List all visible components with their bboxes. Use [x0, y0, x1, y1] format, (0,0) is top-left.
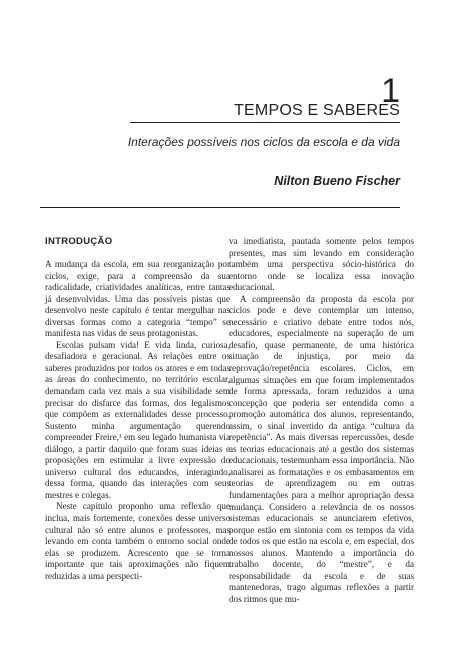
chapter-number: 1	[381, 72, 400, 110]
section-heading: INTRODUÇÃO	[45, 236, 113, 247]
header-rule	[40, 207, 400, 208]
paragraph: A mudança da escola, em sua reorganização por ciclos, exige, para a compreensão da sua radicalidade, criatividades analíticas, entre tantas já desenvolvidas. Uma das possíveis pistas que desenvolvo neste capítulo é tentar mergulhar nas diversas formas como a categoria “tempo” se manifesta nas vidas de seus protagonistas.	[45, 259, 230, 339]
title-rule	[130, 122, 400, 123]
left-column	[45, 236, 230, 582]
paragraph: va imediatista, pautada somente pelos tempos presentes, mas sim levando em consideração também uma perspectiva sócio-histórica do entorno onde se localiza essa inovação educacional.	[229, 236, 414, 293]
paragraph: Escolas pulsam vida! E vida linda, curiosa, desafiadora e geracional. As relações entre os saberes produzidos por todos os atores e em todas as áreas do conhecimento, no território escolar, demandam cada vez mais a sua visibilidade sem precisar do disfarce das formas, dos legalismos que compõem as externalidades desse processo. Sustento minha argumentação querendo compreender Freire,¹ em seu legado humanista via diálogo, a partir daquilo que foram suas ideias e proposições em estimular a livre expressão do universo cultural dos educandos, interagindo, dessa forma, quando das interações com seus mestres e colegas.	[45, 339, 230, 500]
chapter-title: TEMPOS E SABERES	[234, 102, 400, 119]
paragraph: Neste capítulo proponho uma reflexão que inclua, mais fortemente, conexões desse universo cultural não só entre alunos e professores, mas levando em conta também o entorno social onde elas se produzem. Acrescento que se torna importante que tais aproximações não fiquem reduzidas a uma perspecti-	[45, 501, 230, 581]
right-column	[229, 236, 414, 606]
author-name: Nilton Bueno Fischer	[274, 174, 400, 188]
chapter-subtitle: Interações possíveis nos ciclos da escola e da vida	[127, 135, 400, 149]
paragraph: A compreensão da proposta da escola por ciclos pode e deve contemplar um intenso, necessário e criativo debate entre todos nós, educadores, especialmente na superação de um desafio, quase permanente, de uma histórica situação de injustiça, por meio da reprovação/repetência escolares. Ciclos, em algumas situações em que foram implementados de forma apressada, foram reduzidos a uma concepção que poderia ser entendida como a promoção automática dos alunos, representando, assim, o sinal invertido da antiga “cultura da repetência”. As mais diversas repercussões, desde as teorias educacionais até a gestão dos sistemas educacionais, testemunham essa importância. Não analisarei as formatações e os embasamentos em teorias de aprendizagem ou em outras fundamentações para a melhor apropriação dessa mudança. Considero a relevância de os nossos sistemas educacionais se anunciarem efetivos, porque estão em sintonia com os tempos da vida de todos os que estão na escola e, em especial, dos nossos alunos. Mantendo a importância do trabalho docente, do “mestre”, e da responsabilidade da escola e de suas mantenedoras, trago algumas reflexões a partir dos ritmos que mu-	[229, 293, 414, 604]
